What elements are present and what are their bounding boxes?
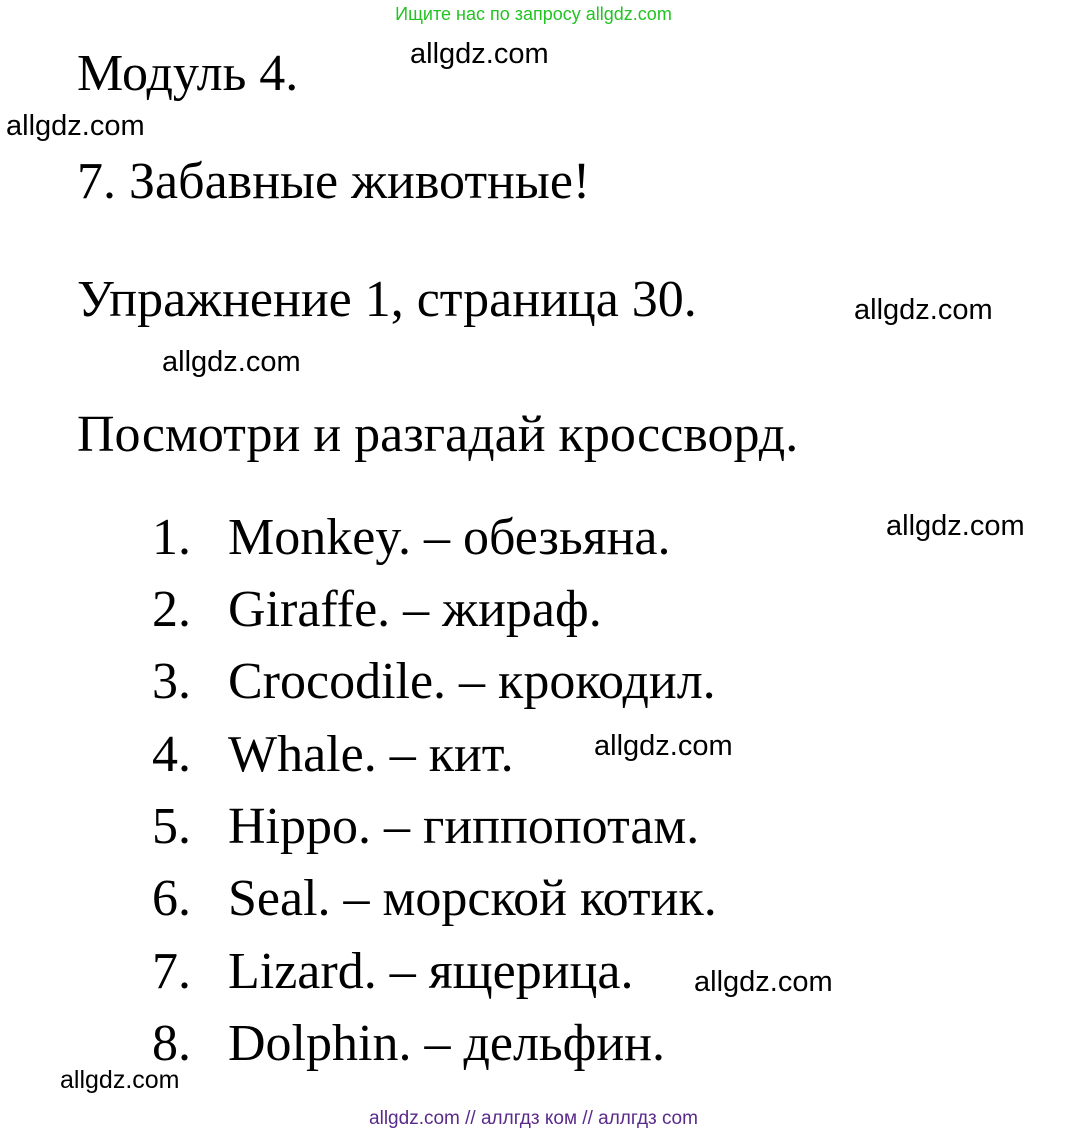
watermark: allgdz.com	[886, 510, 1025, 542]
list-item	[152, 653, 716, 710]
watermark: allgdz.com	[6, 110, 145, 142]
item-text: Giraffe. – жираф.	[228, 581, 602, 638]
watermark: allgdz.com	[410, 38, 549, 70]
item-text: Dolphin. – дельфин.	[228, 1015, 665, 1072]
list-item	[152, 870, 717, 927]
item-number: 8.	[152, 1015, 191, 1072]
watermark: allgdz.com	[594, 730, 733, 762]
item-text: Monkey. – обезьяна.	[228, 509, 671, 566]
item-number: 2.	[152, 581, 191, 638]
top-banner: Ищите нас по запросу allgdz.com	[395, 4, 672, 24]
lesson-title: 7. Забавные животные!	[77, 153, 591, 210]
list-item	[152, 798, 700, 855]
item-number: 5.	[152, 798, 191, 855]
list-item	[152, 943, 634, 1000]
item-number: 7.	[152, 943, 191, 1000]
item-text: Seal. – морской котик.	[228, 870, 717, 927]
list-item	[152, 581, 602, 638]
watermark: allgdz.com	[854, 294, 993, 326]
watermark: allgdz.com	[694, 966, 833, 998]
module-title: Модуль 4.	[77, 45, 299, 102]
item-number: 3.	[152, 653, 191, 710]
item-text: Lizard. – ящерица.	[228, 943, 634, 1000]
list-item	[152, 726, 514, 783]
exercise-title: Упражнение 1, страница 30.	[77, 271, 697, 328]
footer-links: allgdz.com // аллгдз ком // аллгдз com	[369, 1108, 698, 1129]
item-number: 6.	[152, 870, 191, 927]
item-text: Hippo. – гиппопотам.	[228, 798, 700, 855]
item-text: Whale. – кит.	[228, 726, 514, 783]
list-item	[152, 1015, 665, 1072]
list-item	[152, 509, 671, 566]
item-text: Crocodile. – крокодил.	[228, 653, 716, 710]
watermark: allgdz.com	[162, 346, 301, 378]
watermark: allgdz.com	[60, 1066, 180, 1094]
item-number: 4.	[152, 726, 191, 783]
instruction: Посмотри и разгадай кроссворд.	[77, 406, 799, 463]
item-number: 1.	[152, 509, 191, 566]
